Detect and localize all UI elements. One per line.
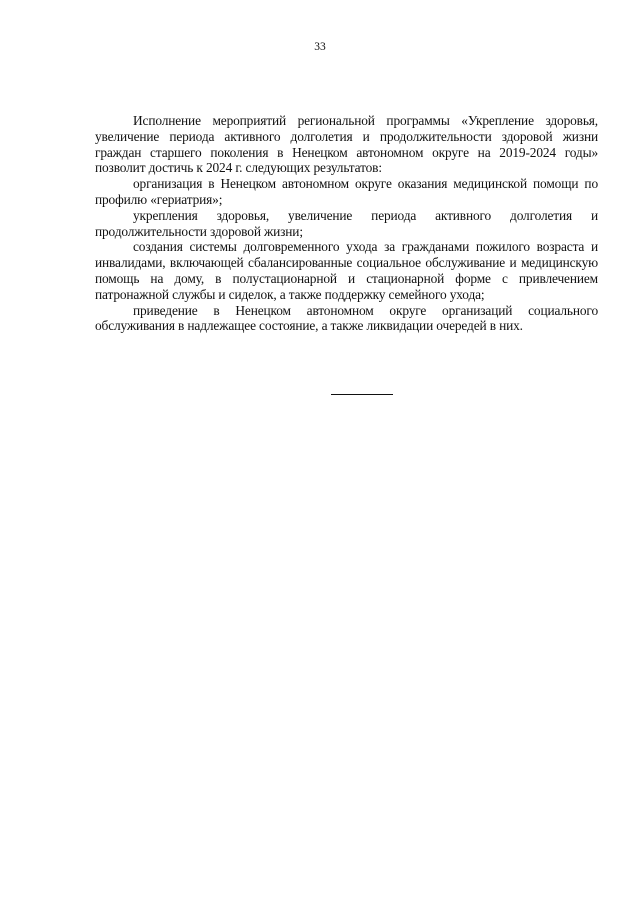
document-body <box>95 113 598 334</box>
paragraph-intro: Исполнение мероприятий региональной программы «Укрепление здоровья, увеличение периода активного долголетия и продолжительности здоровой жизни граждан старшего поколения в Ненецком автономном округе на 2019-2024 годы» позволит достичь к 2024 г. следующих результатов: <box>95 113 598 176</box>
end-separator-line <box>331 394 393 395</box>
page-number: 33 <box>314 41 326 53</box>
paragraph-health-longevity: укрепления здоровья, увеличение периода активного долголетия и продолжительности здоровой жизни; <box>95 207 598 239</box>
paragraph-geriatrics: организация в Ненецком автономном округе оказания медицинской помощи по профилю «гериатрия»; <box>95 176 598 207</box>
paragraph-social-services: приведение в Ненецком автономном округе организаций социального обслуживания в надлежащее состояние, а также ликвидации очередей в них. <box>95 302 598 334</box>
paragraph-long-term-care: создания системы долговременного ухода за гражданами пожилого возраста и инвалидами, включающей сбалансированные социальное обслуживание и медицинскую помощь на дому, в полустационарной и стационарной форме с привлечением патронажной службы и сиделок, а также поддержку семейного ухода; <box>95 239 598 302</box>
